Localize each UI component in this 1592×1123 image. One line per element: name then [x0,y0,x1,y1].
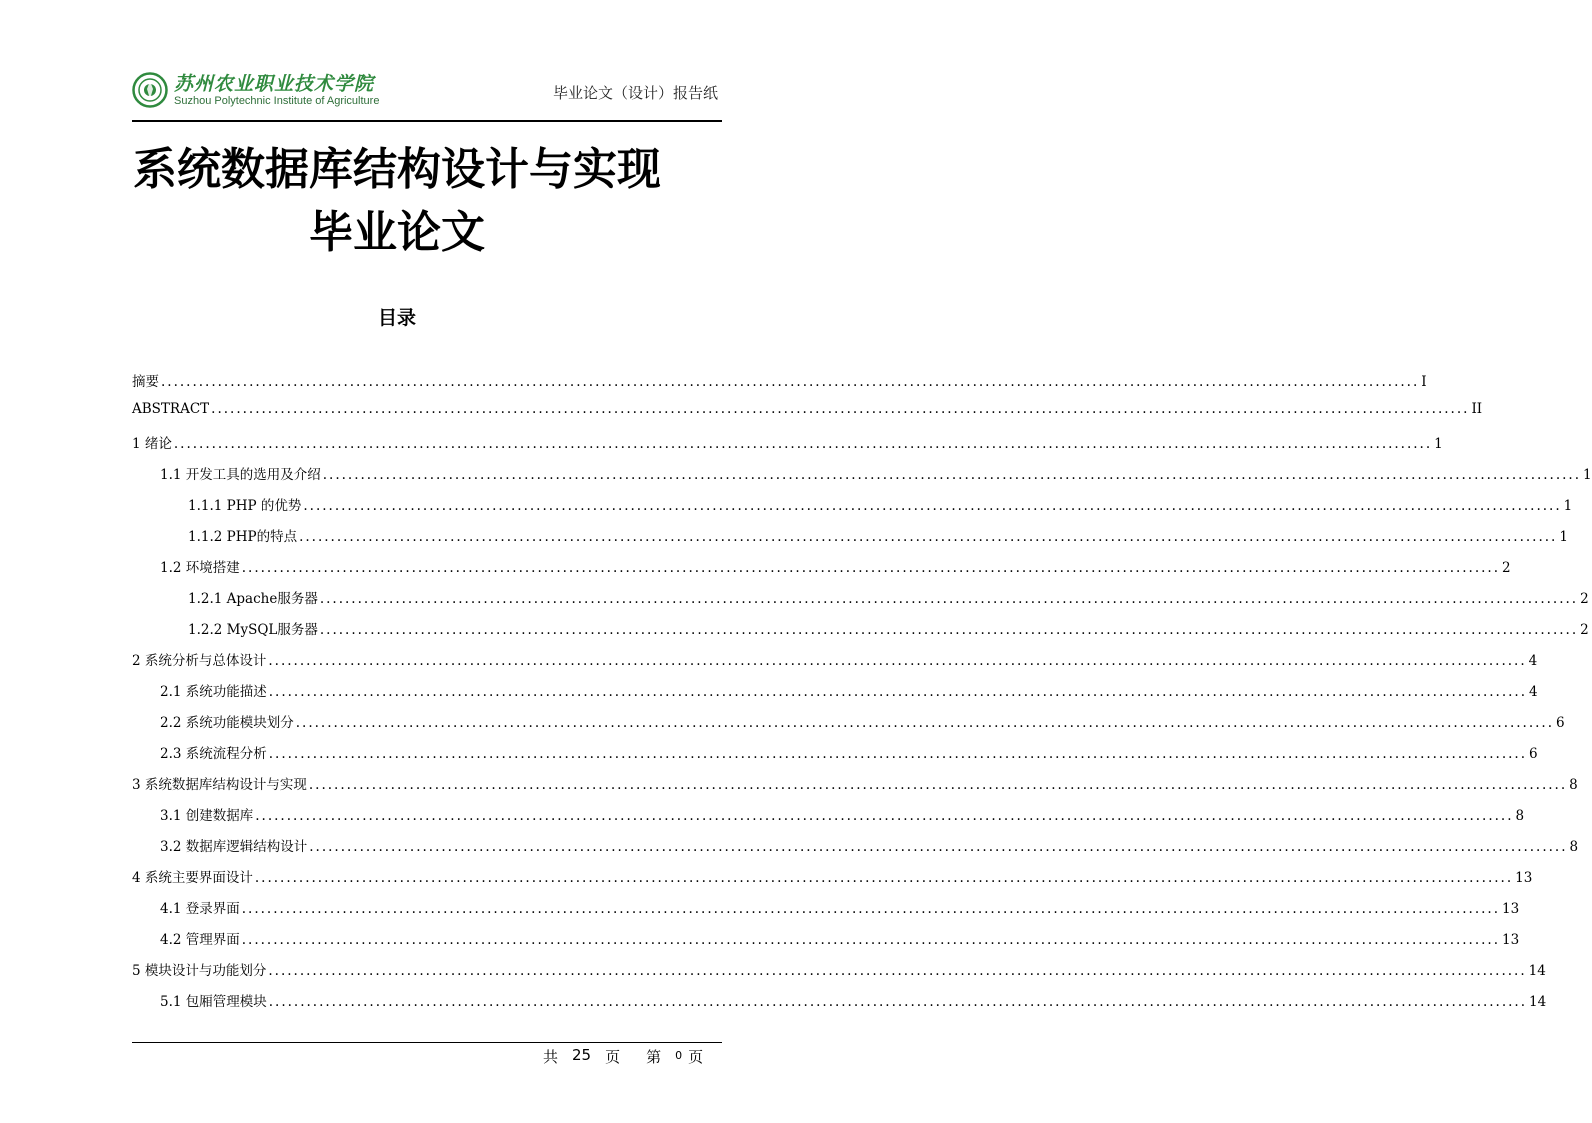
toc-entry[interactable] [132,711,1565,742]
toc-entry-page: 2 [1502,560,1511,576]
toc-leader-dots: ........................................................................................................................................................................................................ [211,401,1470,417]
toc-entry[interactable] [132,494,1573,525]
toc-leader-dots: ........................................................................................................................................................................................................ [322,467,1582,483]
toc-entry[interactable] [132,804,1525,835]
footer-page-unit: 页 [605,1048,621,1066]
toc-entry-page: 1 [1583,467,1592,483]
toc-leader-dots: ........................................................................................................................................................................................................ [308,777,1568,793]
toc-leader-dots: ........................................................................................................................................................................................................ [268,994,1528,1010]
toc-leader-dots: ........................................................................................................................................................................................................ [299,529,1558,545]
toc-entry-title: 3.2 数据库逻辑结构设计 [160,839,308,855]
toc-leader-dots: ........................................................................................................................................................................................................ [268,684,1528,700]
toc-leader-dots: ........................................................................................................................................................................................................ [309,839,1568,855]
toc-heading: 目录 [377,307,416,329]
toc-entry[interactable] [132,835,1579,866]
toc-entry-title: 5.1 包厢管理模块 [160,994,267,1010]
toc-entry[interactable] [132,618,1589,649]
toc-entry-page: 1 [1563,498,1573,514]
toc-leader-dots: ........................................................................................................................................................................................................ [295,715,1555,731]
toc-entry[interactable] [132,649,1538,680]
toc-entry-page: 1 [1559,529,1568,545]
page-header [132,66,720,120]
toc-entry-title: 1.2.2 MySQL服务器 [188,622,318,638]
toc-leader-dots: ........................................................................................................................................................................................................ [268,653,1527,669]
toc-entry[interactable] [132,370,1427,401]
footer-current-label: 第 [646,1048,662,1066]
toc-entry-title: ABSTRACT [132,401,210,417]
toc-entry-page: II [1471,401,1483,417]
toc-entry-title: 3 系统数据库结构设计与实现 [132,777,307,793]
toc-entry-title: 1.2 环境搭建 [160,560,240,576]
footer-current-page: 0 [675,1049,683,1062]
toc-leader-dots: ........................................................................................................................................................................................................ [173,436,1433,452]
toc-entry-title: 1.1 开发工具的选用及介绍 [160,467,321,483]
toc-leader-dots: ........................................................................................................................................................................................................ [268,746,1528,762]
toc-entry-title: 摘要 [132,374,159,390]
toc-leader-dots: ........................................................................................................................................................................................................ [161,374,1420,390]
toc-leader-dots: ........................................................................................................................................................................................................ [254,870,1514,886]
footer-total-label: 共 [543,1048,559,1066]
toc-entry[interactable] [132,587,1589,618]
toc-entry[interactable] [132,401,1483,432]
toc-entry-page: I [1421,374,1427,390]
school-logo [132,72,379,108]
toc-entry[interactable] [132,866,1533,897]
toc-entry-page: 8 [1569,777,1578,793]
toc-entry[interactable] [132,742,1538,773]
toc-entry-page: 8 [1515,808,1525,824]
document-title-line2: 毕业论文 [309,207,485,258]
school-name-en: Suzhou Polytechnic Institute of Agriculture [174,94,380,107]
toc-leader-dots: ........................................................................................................................................................................................................ [319,591,1579,607]
toc-entry-title: 1.1.2 PHP的特点 [188,529,298,545]
toc-entry-title: 2 系统分析与总体设计 [132,653,267,669]
toc-entry-page: 6 [1556,715,1565,731]
toc-leader-dots: ........................................................................................................................................................................................................ [241,560,1501,576]
toc-leader-dots: ........................................................................................................................................................................................................ [255,808,1514,824]
toc-entry-title: 1.2.1 Apache服务器 [188,591,318,607]
toc-leader-dots: ........................................................................................................................................................................................................ [303,498,1562,514]
toc-entry-title: 5 模块设计与功能划分 [132,963,267,979]
toc-entry-page: 14 [1528,963,1546,979]
school-name-cn: 苏州农业职业技术学院 [174,72,375,95]
toc-entry-page: 1 [1434,436,1443,452]
toc-entry-page: 13 [1515,870,1533,886]
toc-entry-title: 1 绪论 [132,436,172,452]
toc-entry-title: 4.2 管理界面 [160,932,240,948]
document-title-line1: 系统数据库结构设计与实现 [133,144,661,195]
toc-entry-page: 2 [1580,591,1589,607]
toc-entry-page: 14 [1529,994,1547,1010]
toc-entry-title: 2.2 系统功能模块划分 [160,715,294,731]
toc-entry[interactable] [132,959,1546,990]
toc-entry-page: 8 [1569,839,1579,855]
footer-page-unit-2: 页 [688,1048,704,1066]
toc-entry-title: 1.1.1 PHP 的优势 [188,498,302,514]
toc-entry[interactable] [132,928,1520,959]
toc-entry-title: 4 系统主要界面设计 [132,870,253,886]
toc-entry[interactable] [132,463,1592,494]
toc-entry-page: 2 [1580,622,1589,638]
header-divider [132,120,722,122]
toc-entry-title: 2.3 系统流程分析 [160,746,267,762]
toc-entry[interactable] [132,556,1511,587]
toc-leader-dots: ........................................................................................................................................................................................................ [268,963,1527,979]
toc-entry-title: 2.1 系统功能描述 [160,684,267,700]
toc-entry[interactable] [132,773,1578,804]
toc-entry[interactable] [132,990,1547,1021]
toc-entry-page: 4 [1528,653,1538,669]
table-of-contents [132,370,1592,1021]
school-emblem-icon [132,72,168,108]
toc-leader-dots: ........................................................................................................................................................................................................ [241,932,1501,948]
toc-entry[interactable] [132,525,1568,556]
toc-entry-page: 13 [1502,932,1520,948]
toc-leader-dots: ........................................................................................................................................................................................................ [241,901,1501,917]
toc-entry-page: 4 [1529,684,1538,700]
footer-divider [132,1042,722,1043]
footer-total-pages: 25 [572,1046,592,1064]
toc-entry[interactable] [132,897,1520,928]
toc-entry[interactable] [132,432,1443,463]
toc-leader-dots: ........................................................................................................................................................................................................ [319,622,1579,638]
toc-entry-title: 3.1 创建数据库 [160,808,254,824]
page-footer [543,1046,703,1067]
toc-entry-page: 13 [1502,901,1520,917]
toc-entry[interactable] [132,680,1538,711]
header-report-label: 毕业论文（设计）报告纸 [552,84,718,102]
toc-entry-page: 6 [1529,746,1538,762]
toc-entry-title: 4.1 登录界面 [160,901,240,917]
